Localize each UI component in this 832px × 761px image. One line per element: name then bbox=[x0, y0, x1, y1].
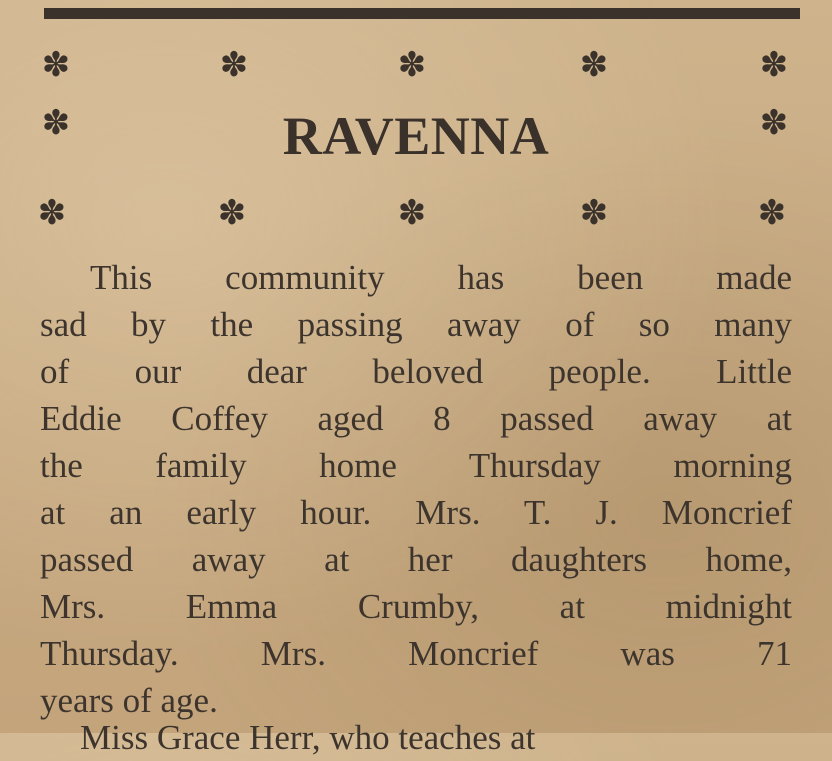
article-line: at an early hour. Mrs. T. J. Moncrief bbox=[40, 493, 792, 532]
article-line-cutoff: Miss Grace Herr, who teaches at bbox=[80, 718, 536, 757]
article-line: the family home Thursday morning bbox=[40, 446, 792, 485]
asterisk-ornament-icon: ✽ bbox=[759, 45, 789, 85]
top-rule bbox=[44, 8, 800, 19]
article-line: sad by the passing away of so many bbox=[40, 305, 792, 344]
article-line: Eddie Coffey aged 8 passed away at bbox=[40, 399, 792, 438]
asterisk-ornament-icon: ✽ bbox=[759, 103, 789, 143]
article-body bbox=[40, 254, 792, 724]
article-line: of our dear beloved people. Little bbox=[40, 352, 792, 391]
asterisk-ornament-icon: ✽ bbox=[219, 45, 249, 85]
asterisk-ornament-icon: ✽ bbox=[217, 193, 247, 233]
ornament-row-top bbox=[0, 45, 800, 88]
asterisk-ornament-icon: ✽ bbox=[397, 193, 427, 233]
article-line: Thursday. Mrs. Moncrief was 71 bbox=[40, 634, 792, 673]
article-line: passed away at her daughters home, bbox=[40, 540, 792, 579]
asterisk-ornament-icon: ✽ bbox=[397, 45, 427, 85]
headline: RAVENNA bbox=[282, 106, 550, 166]
ornament-row-bottom bbox=[0, 193, 800, 236]
asterisk-ornament-icon: ✽ bbox=[757, 193, 787, 233]
asterisk-ornament-icon: ✽ bbox=[579, 193, 609, 233]
asterisk-ornament-icon: ✽ bbox=[41, 103, 71, 143]
asterisk-ornament-icon: ✽ bbox=[37, 193, 67, 233]
article-line: Mrs. Emma Crumby, at midnight bbox=[40, 587, 792, 626]
asterisk-ornament-icon: ✽ bbox=[41, 45, 71, 85]
asterisk-ornament-icon: ✽ bbox=[579, 45, 609, 85]
article-line: This community has been made bbox=[90, 258, 792, 297]
article-line: years of age. bbox=[40, 681, 218, 720]
